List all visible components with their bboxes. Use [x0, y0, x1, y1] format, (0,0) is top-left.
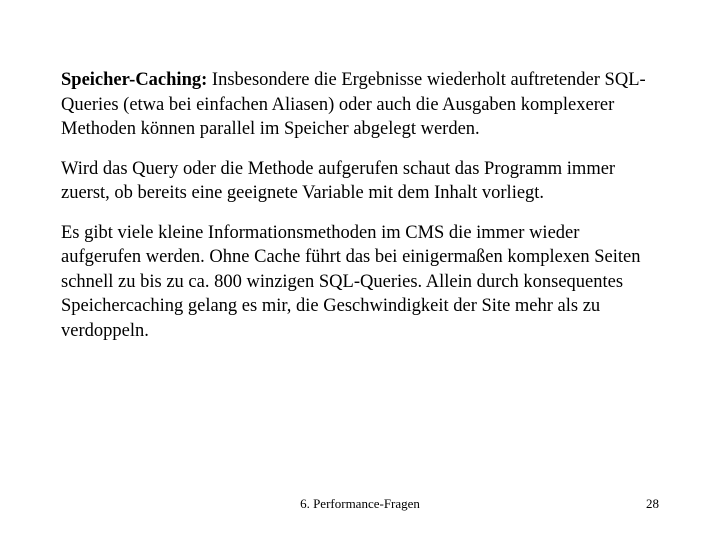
paragraph-cms-example	[61, 221, 661, 344]
term-speicher-caching: Speicher-Caching:	[61, 70, 208, 90]
page-number: 28	[646, 496, 659, 511]
footer-section-title: 6. Performance-Fragen	[300, 496, 420, 511]
paragraph-3-text: Es gibt viele kleine Informationsmethoden im CMS die immer wieder aufgerufen werden. Ohne Cache führt das bei einigermaßen komplexen Seiten schnell zu bis zu ca. 800 winzigen SQL-Queries. Allein durch konsequentes Speichercaching gelang es mir, die Geschwindigkeit der Site mehr als zu verdoppeln.	[61, 222, 641, 341]
paragraph-1-text: Insbesondere die Ergebnisse wiederholt auftretender SQL-Queries (etwa bei einfachen Aliasen) oder auch die Ausgaben komplexerer Methoden können parallel im Speicher abgelegt werden.	[61, 70, 646, 139]
paragraph-query-lookup	[61, 157, 661, 206]
paragraph-2-text: Wird das Query oder die Methode aufgerufen schaut das Programm immer zuerst, ob bereits eine geeignete Variable mit dem Inhalt vorliegt.	[61, 158, 616, 203]
slide-content	[61, 68, 661, 358]
paragraph-speicher-caching	[61, 68, 661, 142]
